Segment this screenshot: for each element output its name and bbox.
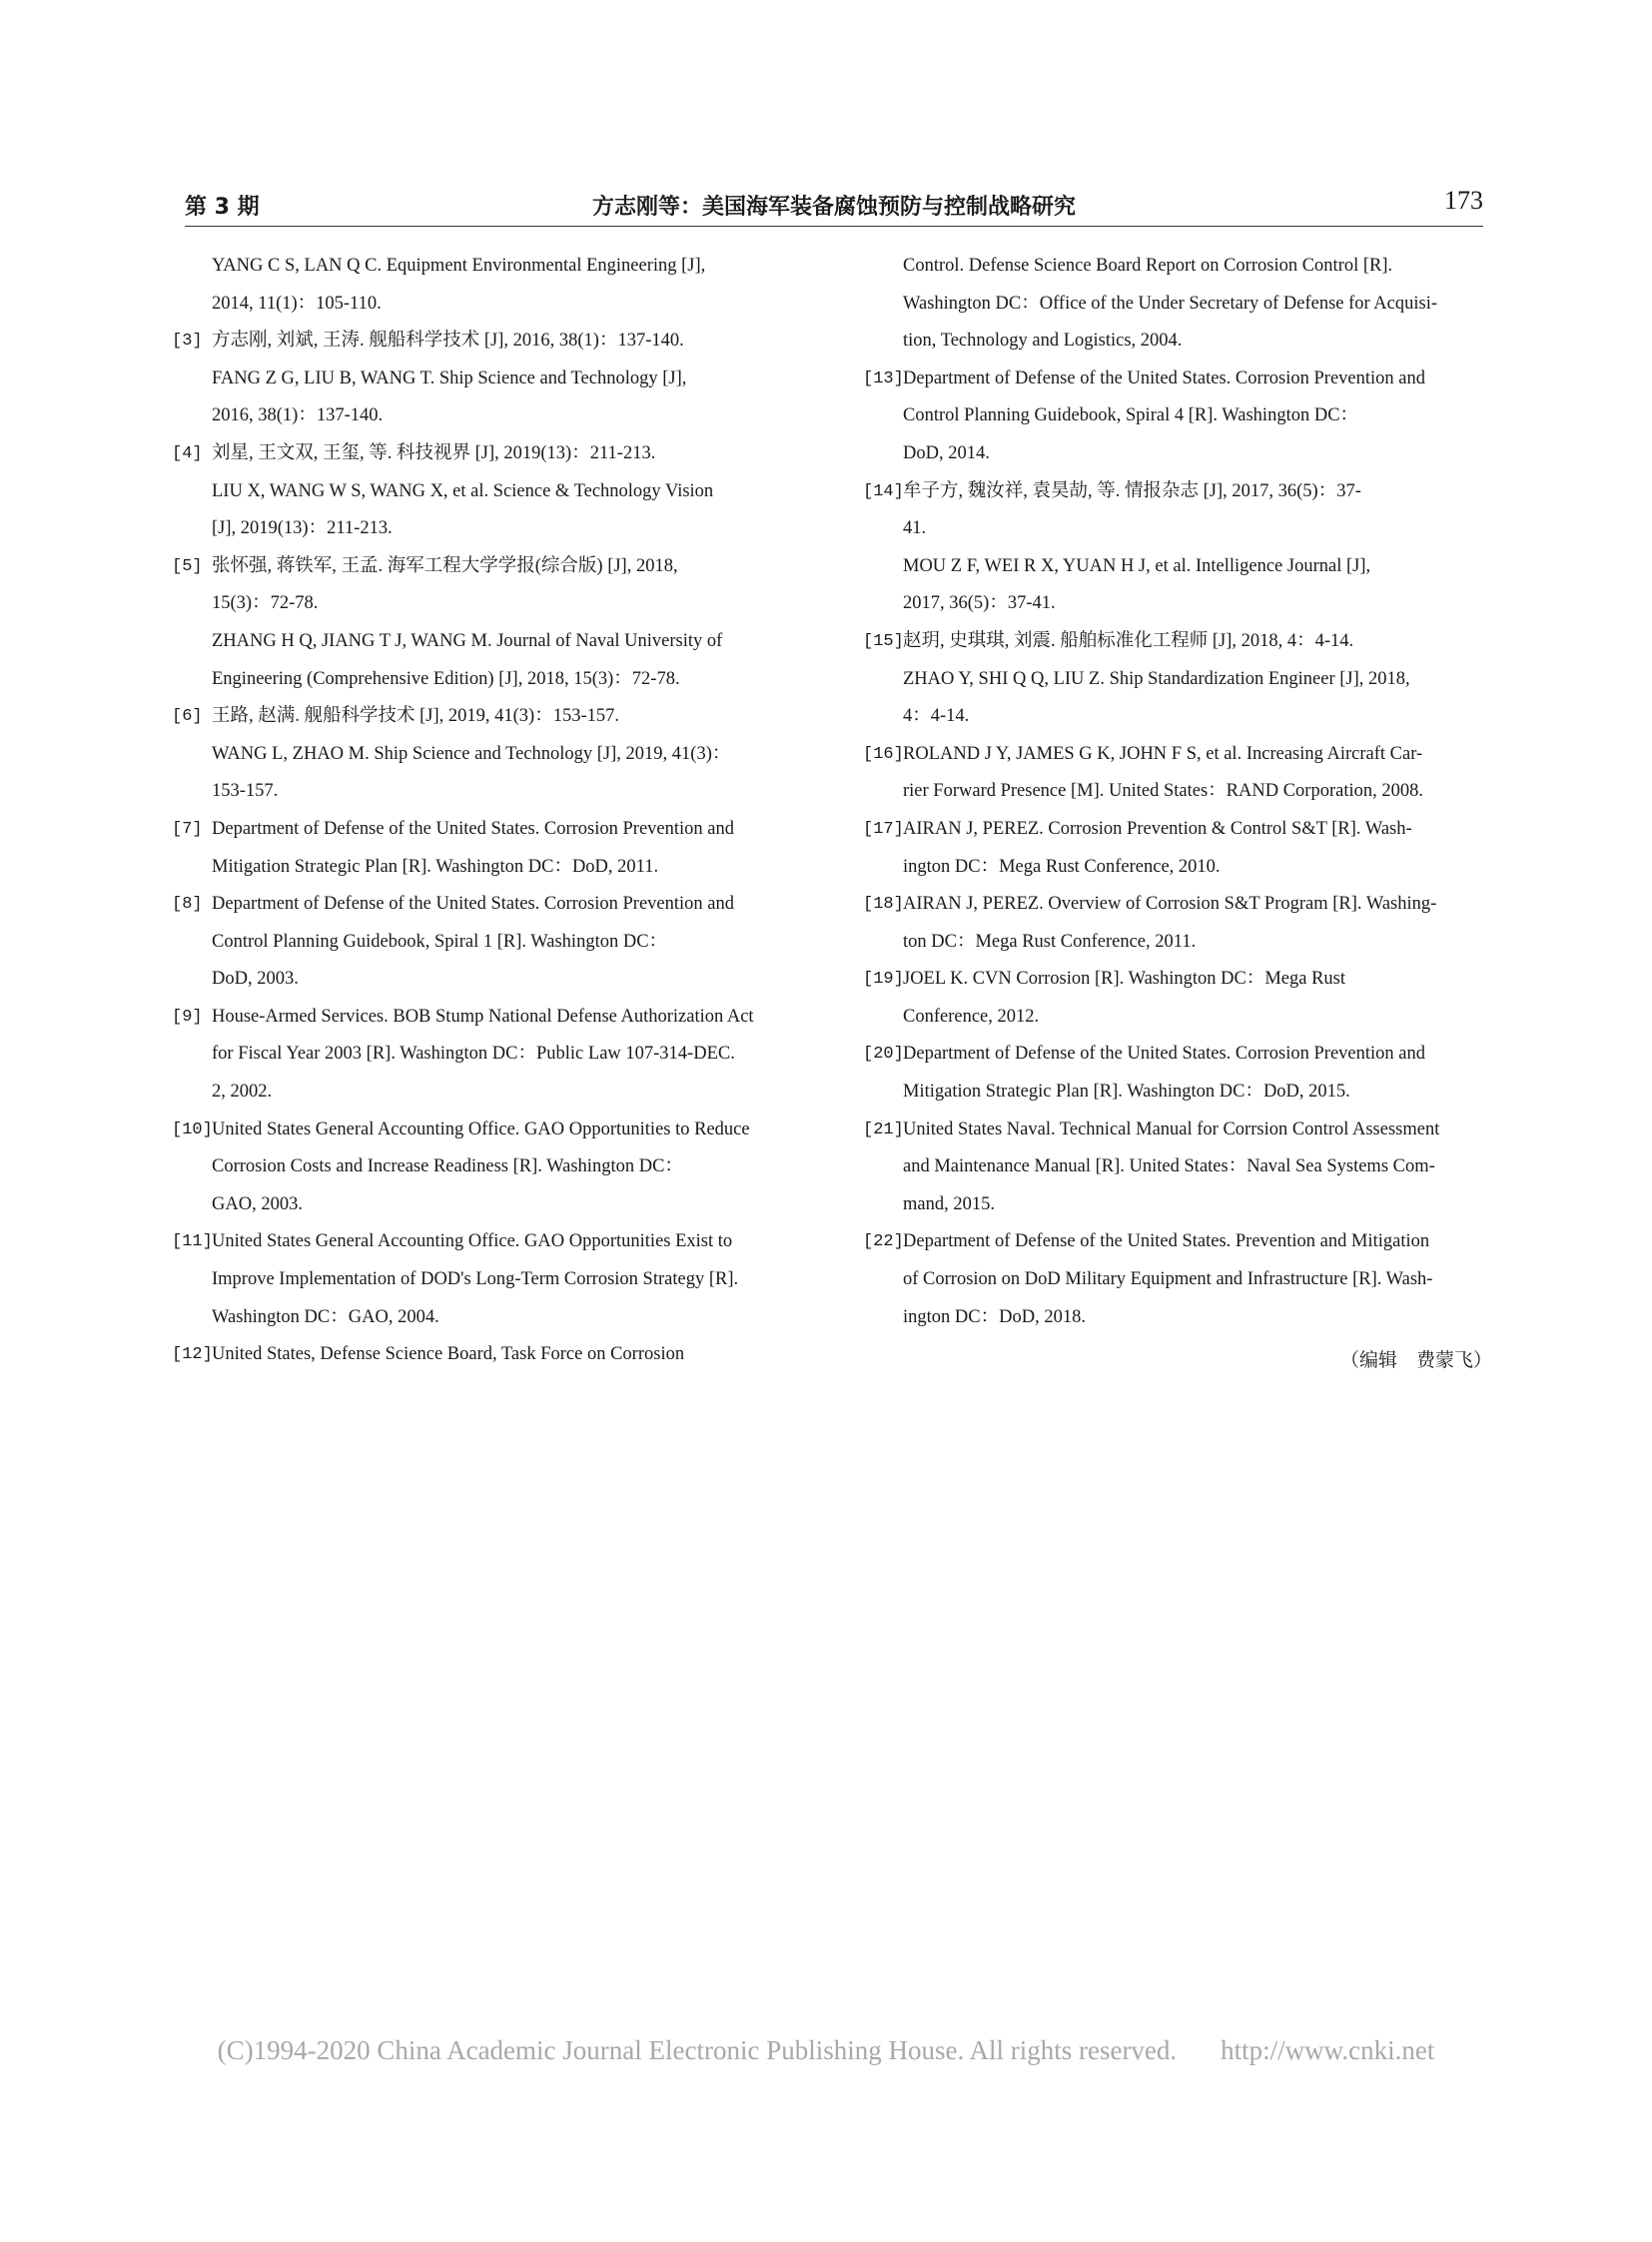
reference-number: [4] [172,443,203,463]
footer-url: http://www.cnki.net [1221,2035,1435,2065]
reference-number: [21] [863,1120,904,1139]
reference-line: Washington DC：GAO, 2004. [212,1306,439,1327]
reference-line: Conference, 2012. [903,1006,1040,1027]
reference-entry [863,886,1492,961]
reference-entry [863,248,1492,361]
reference-line: United States, Defense Science Board, Task Force on Corrosion [212,1344,685,1365]
reference-entry [863,1112,1492,1224]
reference-line: of Corrosion on DoD Military Equipment and Infrastructure [R]. Wash- [903,1269,1433,1290]
reference-entry [172,999,801,1112]
reference-line: GAO, 2003. [212,1193,303,1214]
reference-number: [11] [172,1232,213,1252]
copyright-notice: (C)1994-2020 China Academic Journal Electronic Publishing House. All rights reserved. [217,2035,1178,2065]
reference-line: 153-157. [212,781,279,802]
reference-line: [J], 2019(13)：211-213. [212,518,393,539]
reference-entry [172,1336,801,1374]
reference-number: [3] [172,332,203,352]
reference-number: [12] [172,1345,213,1365]
issue-number: 第 3 期 [185,195,260,220]
reference-entry [863,473,1492,623]
reference-line: 刘星, 王文双, 王玺, 等. 科技视界 [J], 2019(13)：211-213. [212,442,656,463]
reference-line: United States Naval. Technical Manual for Corrsion Control Assessment [903,1119,1440,1139]
references-right-column [863,248,1492,1380]
reference-line: tion, Technology and Logistics, 2004. [903,331,1183,352]
reference-entry [172,811,801,886]
reference-entry [172,1112,801,1224]
reference-line: ington DC：DoD, 2018. [903,1306,1086,1327]
reference-line: 41. [903,518,927,539]
reference-line: 2014, 11(1)：105-110. [212,293,382,314]
reference-line: rier Forward Presence [M]. United States：RAND Corporation, 2008. [903,781,1423,802]
reference-entry [172,323,801,435]
reference-entry [172,698,801,811]
reference-line: Engineering (Comprehensive Edition) [J], 2018, 15(3)：72-78. [212,668,680,689]
reference-line: Control. Defense Science Board Report on Corrosion Control [R]. [903,256,1393,276]
reference-entry [863,623,1492,736]
reference-line: United States General Accounting Office. GAO Opportunities to Reduce [212,1119,750,1139]
reference-entry [863,961,1492,1036]
reference-entry [172,435,801,548]
reference-number: [16] [863,744,904,764]
reference-number: [18] [863,895,904,915]
reference-entry [172,548,801,698]
reference-line: Department of Defense of the United States. Corrosion Prevention and [212,818,735,839]
page-number: 173 [1444,186,1483,215]
reference-number: [8] [172,895,203,915]
reference-entry [863,1036,1492,1111]
reference-line: Improve Implementation of DOD's Long-Term Corrosion Strategy [R]. [212,1269,739,1290]
reference-line: Control Planning Guidebook, Spiral 4 [R]. Washington DC： [903,405,1359,426]
reference-entry [863,811,1492,886]
reference-line: ton DC：Mega Rust Conference, 2011. [903,931,1197,952]
reference-line: Department of Defense of the United States. Corrosion Prevention and [212,894,735,915]
footer [0,2035,1652,2066]
reference-line: Department of Defense of the United States. Corrosion Prevention and [903,368,1426,388]
reference-line: and Maintenance Manual [R]. United States：Naval Sea Systems Com- [903,1156,1435,1177]
reference-line: 2017, 36(5)：37-41. [903,593,1056,614]
reference-line: MOU Z F, WEI R X, YUAN H J, et al. Intelligence Journal [J], [903,555,1371,576]
reference-line: House-Armed Services. BOB Stump National Defense Authorization Act [212,1006,754,1027]
reference-line: JOEL K. CVN Corrosion [R]. Washington DC：Mega Rust [903,969,1346,990]
page-header [185,186,1483,226]
header-rule [185,226,1483,227]
reference-line: DoD, 2003. [212,969,299,990]
reference-line: Mitigation Strategic Plan [R]. Washington DC：DoD, 2011. [212,856,659,877]
reference-number: [20] [863,1045,904,1065]
reference-entry [863,736,1492,811]
reference-line: Department of Defense of the United States. Prevention and Mitigation [903,1231,1430,1252]
running-title: 方志刚等：美国海军装备腐蚀预防与控制战略研究 [591,195,1076,220]
reference-entry [172,248,801,323]
reference-line: 15(3)：72-78. [212,593,319,614]
reference-entry [172,886,801,999]
reference-entry [863,361,1492,473]
reference-line: YANG C S, LAN Q C. Equipment Environmental Engineering [J], [212,256,706,276]
reference-entry [172,1223,801,1336]
reference-line: 方志刚, 刘斌, 王涛. 舰船科学技术 [J], 2016, 38(1)：137-140. [212,331,684,352]
reference-line: AIRAN J, PEREZ. Corrosion Prevention & Control S&T [R]. Wash- [903,818,1412,839]
reference-entry [863,1223,1492,1336]
reference-line: Washington DC：Office of the Under Secretary of Defense for Acquisi- [903,293,1438,314]
reference-number: [17] [863,819,904,839]
reference-line: mand, 2015. [903,1193,995,1214]
reference-line: Corrosion Costs and Increase Readiness [R]. Washington DC： [212,1156,683,1177]
reference-line: United States General Accounting Office. GAO Opportunities Exist to [212,1231,733,1252]
reference-number: [10] [172,1120,213,1139]
reference-number: [5] [172,556,203,576]
reference-number: [13] [863,369,904,388]
reference-number: [22] [863,1232,904,1252]
reference-line: ROLAND J Y, JAMES G K, JOHN F S, et al. Increasing Aircraft Car- [903,743,1423,764]
reference-line: WANG L, ZHAO M. Ship Science and Technology [J], 2019, 41(3)： [212,743,731,764]
reference-line: AIRAN J, PEREZ. Overview of Corrosion S&T Program [R]. Washing- [903,894,1437,915]
reference-line: ZHANG H Q, JIANG T J, WANG M. Journal of Naval University of [212,630,723,651]
reference-number: [7] [172,819,203,839]
reference-number: [15] [863,631,904,651]
reference-number: [19] [863,970,904,990]
reference-line: Mitigation Strategic Plan [R]. Washington DC：DoD, 2015. [903,1082,1350,1103]
reference-line: Department of Defense of the United States. Corrosion Prevention and [903,1044,1426,1065]
editor-note: （编辑 费蒙飞） [1339,1349,1492,1372]
reference-line: 2016, 38(1)：137-140. [212,405,384,426]
reference-line: for Fiscal Year 2003 [R]. Washington DC：Public Law 107-314-DEC. [212,1044,735,1065]
reference-line: 赵玥, 史琪琪, 刘震. 船舶标准化工程师 [J], 2018, 4：4-14. [903,630,1354,651]
reference-line: ington DC：Mega Rust Conference, 2010. [903,856,1221,877]
reference-line: 2, 2002. [212,1082,273,1103]
reference-line: FANG Z G, LIU B, WANG T. Ship Science and Technology [J], [212,368,687,388]
reference-line: 王路, 赵满. 舰船科学技术 [J], 2019, 41(3)：153-157. [212,706,620,727]
reference-line: LIU X, WANG W S, WANG X, et al. Science & Technology Vision [212,480,714,501]
reference-number: [6] [172,707,203,727]
reference-number: [9] [172,1007,203,1027]
reference-line: 张怀强, 蒋铁军, 王孟. 海军工程大学学报(综合版) [J], 2018, [212,555,678,576]
reference-line: 牟子方, 魏汝祥, 袁昊劼, 等. 情报杂志 [J], 2017, 36(5)：37- [903,480,1361,501]
reference-line: DoD, 2014. [903,442,990,463]
references-left-column [172,248,801,1374]
reference-line: 4：4-14. [903,706,970,727]
reference-number: [14] [863,481,904,501]
reference-line: ZHAO Y, SHI Q Q, LIU Z. Ship Standardization Engineer [J], 2018, [903,668,1410,689]
reference-line: Control Planning Guidebook, Spiral 1 [R]. Washington DC： [212,931,668,952]
